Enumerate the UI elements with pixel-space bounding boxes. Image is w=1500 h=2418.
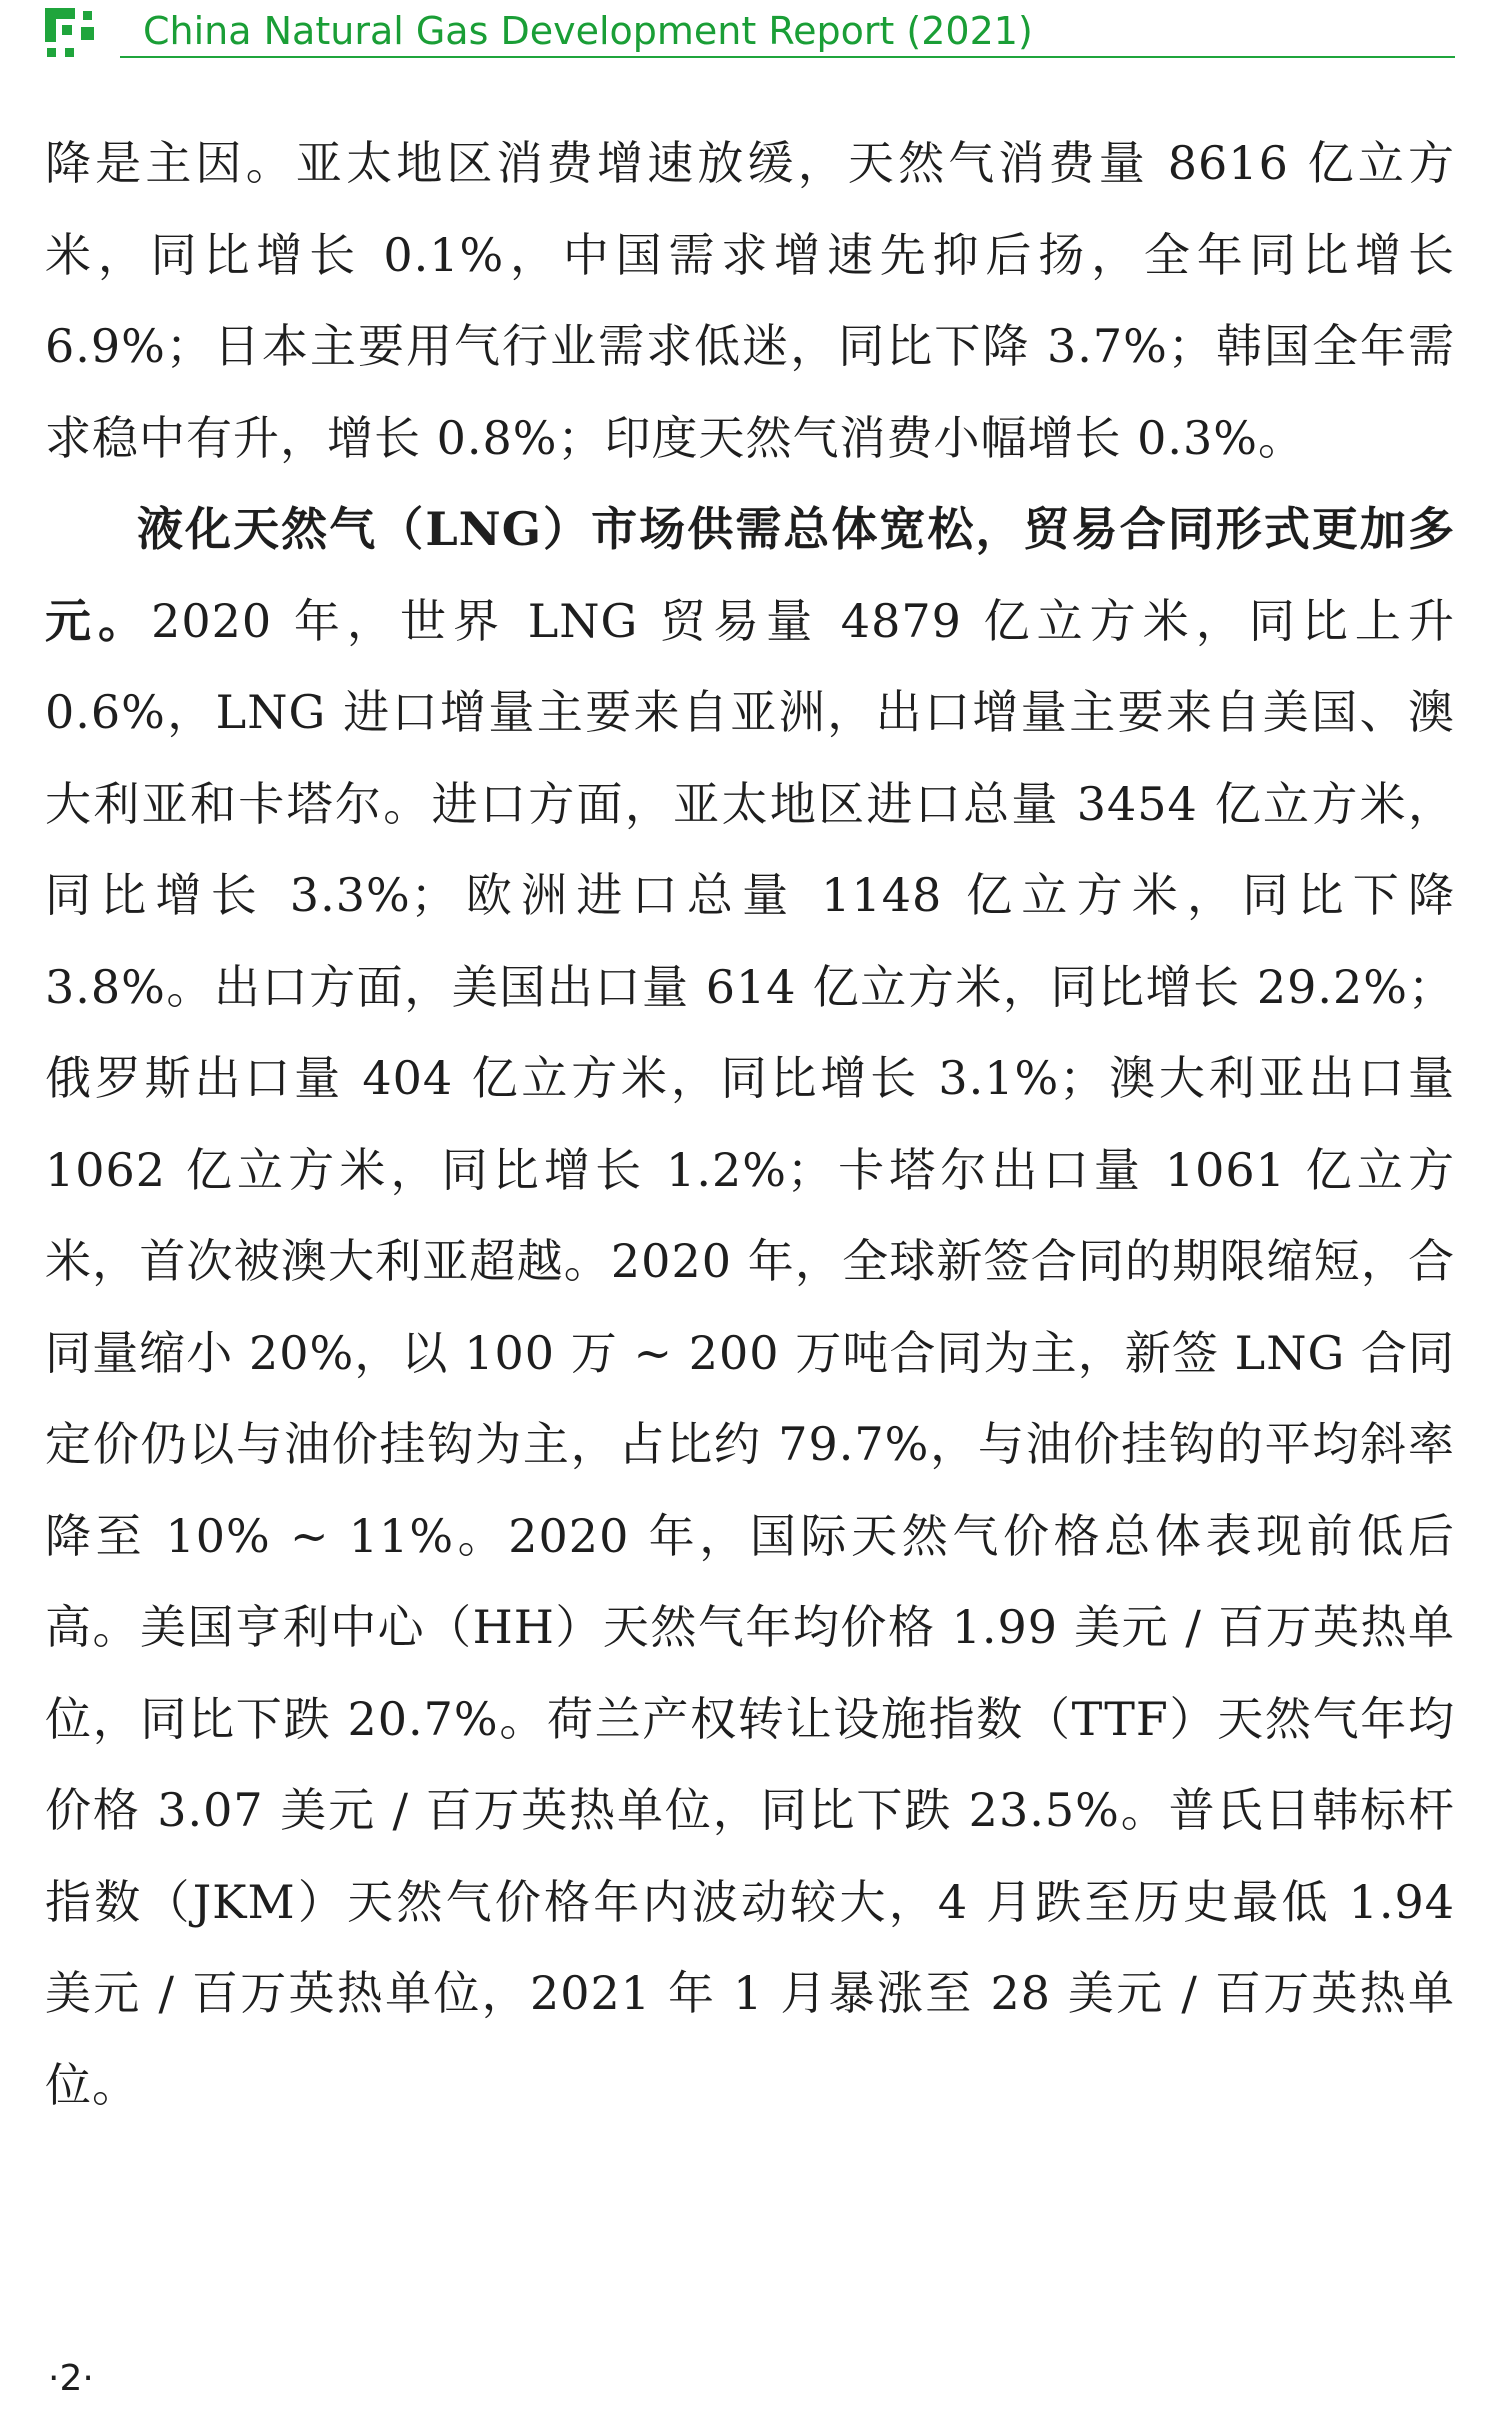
page-header bbox=[45, 0, 1455, 62]
paragraph-lead-heading: 液化天然气（LNG）市场供需总体宽松，贸易合同形式更加多元。 bbox=[45, 502, 1455, 648]
body-text bbox=[45, 118, 1455, 2131]
report-title: China Natural Gas Development Report (2021) bbox=[143, 9, 1033, 53]
paragraph-lng-market bbox=[45, 484, 1455, 2131]
green-pixel-logo-icon bbox=[45, 8, 97, 60]
paragraph-consumption bbox=[45, 118, 1455, 484]
page-number: ·2· bbox=[48, 2358, 94, 2399]
paragraph-text: 2020 年，世界 LNG 贸易量 4879 亿立方米，同比上升 0.6%，LNG 进口增量主要来自亚洲，出口增量主要来自美国、澳大利亚和卡塔尔。进口方面，亚太地区进口总量 3454 亿立方米，同比增长 3.3%；欧洲进口总量 1148 亿立方米，同比下降 3.8%。出口方面，美国出口量 614 亿立方米，同比增长 29.2%；俄罗斯出口量 404 亿立方米，同比增长 3.1%；澳大利亚出口量 1062 亿立方米，同比增长 1.2%；卡塔尔出口量 1061 亿立方米，首次被澳大利亚超越。2020 年，全球新签合同的期限缩短，合同量缩小 20%，以 100 万 ~ 200 万吨合同为主，新签 LNG 合同定价仍以与油价挂钩为主，占比约 79.7%，与油价挂钩的平均斜率降至 10% ~ 11%。2020 年，国际天然气价格总体表现前低后高。美国亨利中心（HH）天然气年均价格 1.99 美元 / 百万英热单位，同比下跌 20.7%。荷兰产权转让设施指数（TTF）天然气年均价格 3.07 美元 / 百万英热单位，同比下跌 23.5%。普氏日韩标杆指数（JKM）天然气价格年内波动较大，4 月跌至历史最低 1.94 美元 / 百万英热单位，2021 年 1 月暴涨至 28 美元 / 百万英热单位。 bbox=[45, 593, 1455, 2112]
paragraph-text: 降是主因。亚太地区消费增速放缓，天然气消费量 8616 亿立方米，同比增长 0.1%，中国需求增速先抑后扬，全年同比增长 6.9%；日本主要用气行业需求低迷，同比下降 3.7%；韩国全年需求稳中有升，增长 0.8%；印度天然气消费小幅增长 0.3%。 bbox=[45, 136, 1455, 465]
header-divider bbox=[120, 56, 1455, 58]
